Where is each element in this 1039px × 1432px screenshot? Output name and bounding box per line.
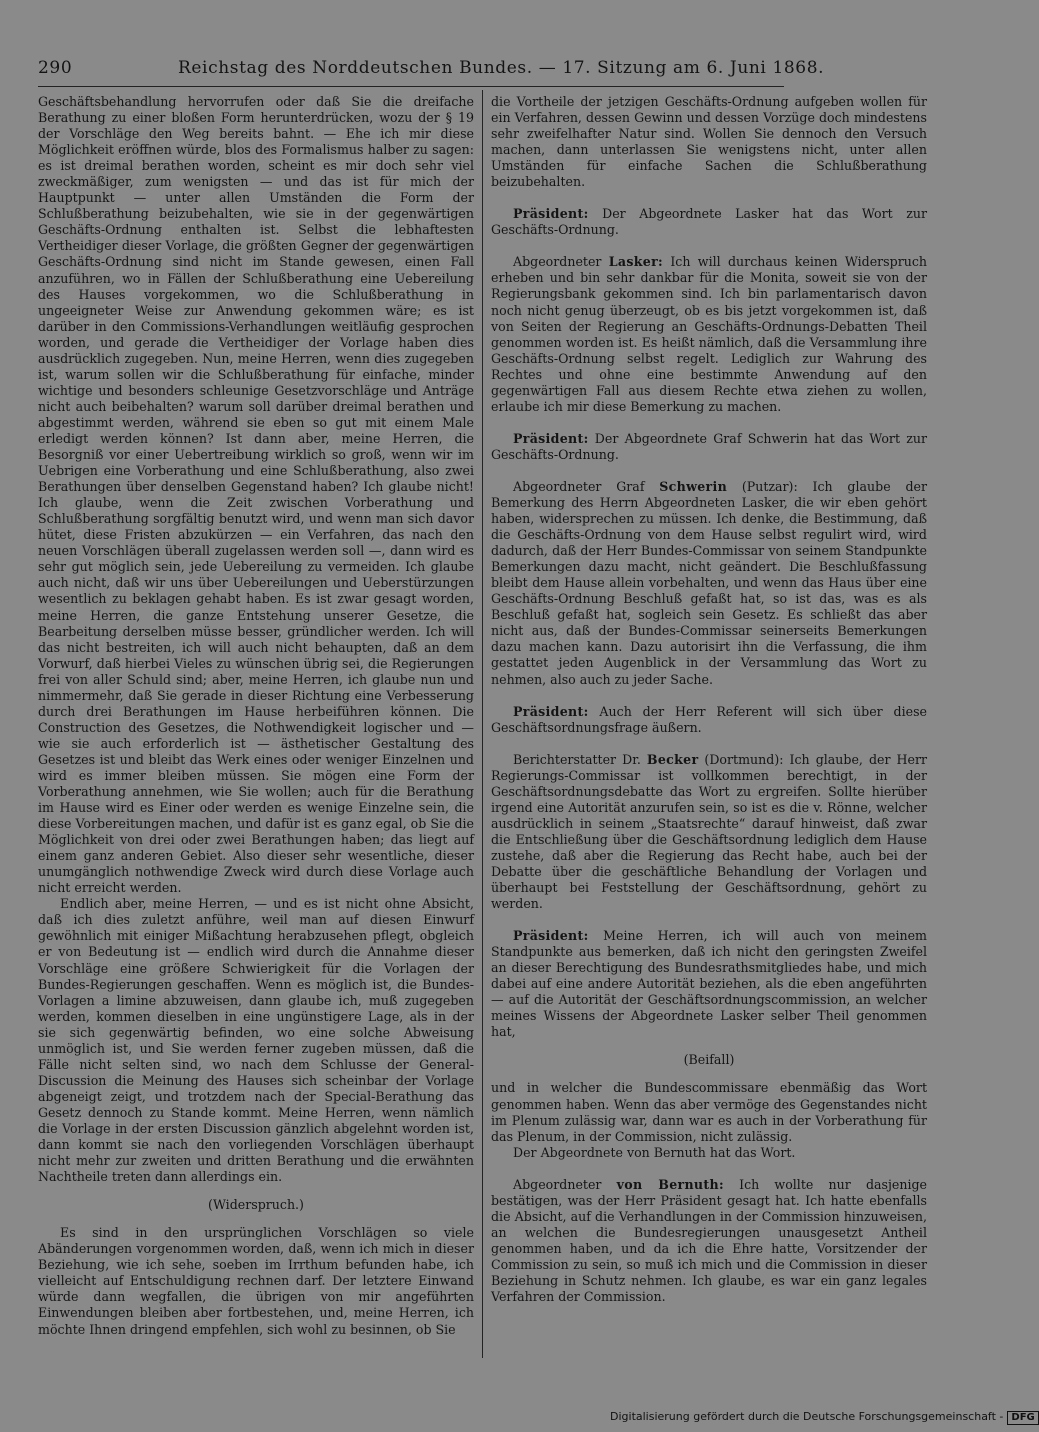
paragraph: Geschäftsbehandlung hervorrufen oder daß Sie die dreifache Berathung zu einer bloßen Form herunterdrücken, wozu der § 19 der Vorschläge den Weg bereits bahnt. — Ehe ich mir diese Möglichkeit eröffnen würde, blos des Formalismus halber zu sagen: es ist dreimal berathen worden, scheint es mir doch sehr viel zweckmäßiger, zum wenigsten — und das ist für mich der Hauptpunkt — unter allen Umständen die Form der Schlußberathung beizubehalten, wie sie in der gegenwärtigen Geschäfts-Ordnung enthalten ist. Selbst die lebhaftesten Vertheidiger dieser Vorlage, die größten Gegner der gegenwärtigen Geschäfts-Ordnung sind nicht im Stande gewesen, einen Fall anzuführen, wo in Fällen der Schlußberathung eine Uebereilung des Hauses vorgekommen, wo die Schlußberathung in ungeeigneter Weise zur Anwendung gekommen wäre; es ist darüber in den Commissions-Verhandlungen weitläufig gesprochen worden, und gerade die Vertheidiger der Vorlage haben dies ausdrücklich zugegeben. Nun, meine Herren, wenn dies zugegeben ist, warum sollen wir die Schlußberathung für einfache, minder wichtige und besonders schleunige Gesetzvorschläge und Anträge nicht auch beibehalten? warum soll darüber dreimal berathen und abgestimmt werden, während sie eben so gut mit einem Male erledigt werden können? Ist dann aber, meine Herren, die Besorgniß vor einer Uebertreibung wirklich so groß, wenn wir im Uebrigen eine Vorberathung und eine Schlußberathung, also zwei Berathungen über denselben Gegenstand haben? Ich glaube nicht! Ich glaube, wenn die Zeit zwischen Vorberathung und Schlußberathung sorgfältig benutzt wird, und wenn man sich davor hütet, diese Fristen abzukürzen — ein Verfahren, das nach den neuen Vorschlägen überall zugelassen werden soll —, dann wird es sehr gut möglich sein, jede Uebereilung zu vermeiden. Ich glaube auch nicht, daß wir uns über Uebereilungen und Ueberstürzungen wesentlich zu beklagen gehabt haben. Es ist zwar gesagt worden, meine Herren, die ganze Entstehung unserer Gesetze, die Bearbeitung derselben müsse besser, gründlicher werden. Ich will das nicht bestreiten, ich will auch nicht behaupten, daß an dem Vorwurf, daß hierbei Vieles zu wünschen übrig sei, die Regierungen frei von aller Schuld sind; aber, meine Herren, ich glaube nun und nimmermehr, daß Sie gerade in dieser Richtung eine Verbesserung durch drei Berathungen im Hause herbeiführen können. Die Construction des Gesetzes, die Nothwendigkeit logischer und — wie sie auch erforderlich ist — ästhetischer Gestaltung des Gesetzes ist und bleibt das Werk eines oder weniger Einzelnen und wird es immer bleiben müssen. Sie mögen eine Form der Vorberathung annehmen, wie Sie wollen; auch für die Berathung im Hause wird es Einer oder werden es wenige Einzelne sein, die diese Vorbereitungen machen, und dafür ist es ganz egal, ob Sie die Möglichkeit von drei oder zwei Berathungen haben; das liegt auf einem ganz anderen Gebiet. Also dieser sehr wesentliche, dieser unumgänglich nothwendige Zweck wird durch diese Vorlage auch nicht erreicht werden. [38, 94, 474, 896]
speech [491, 1177, 927, 1305]
speaker-title: Abgeordneter Graf [513, 478, 660, 494]
column-divider [482, 90, 483, 1358]
speaker-name: Becker [646, 751, 699, 767]
digitization-credit [610, 1410, 1039, 1425]
speech [491, 206, 927, 238]
paragraph: Endlich aber, meine Herren, — und es ist nicht ohne Absicht, daß ich dies zuletzt anführe, weil man auf diesen Einwurf gewöhnlich mit einiger Mißachtung herabzusehen pflegt, obgleich er von Bedeutung ist — endlich wird durch die Annahme dieser Vorschläge eine größere Schwierigkeit für die Vorlagen der Bundes-Regierungen geschaffen. Wenn es möglich ist, die Bundes-Vorlagen a limine abzuweisen, dann glaube ich, muß zugegeben werden, kommen dieselben in eine ungünstigere Lage, als in der sie sich gegenwärtig befinden, wo eine solche Abweisung unmöglich ist, und Sie werden ferner zugeben müssen, daß die Fälle nicht selten sind, wo nach dem Schlusse der General-Discussion die Meinung des Hauses sich scheinbar der Vorlage abgeneigt zeigt, und trotzdem nach der Special-Berathung das Gesetz dennoch zu Stande kommt. Meine Herren, wenn nämlich die Vorlage in der ersten Discussion gänzlich abgelehnt worden ist, dann kommt sie nach den vorliegenden Vorschlägen überhaupt nicht mehr zur zweiten und dritten Berathung und die erwähnten Nachtheile treten dann allerdings ein. [38, 896, 474, 1185]
speech [491, 431, 927, 463]
right-column [491, 94, 927, 1305]
speaker-title: Abgeordneter [513, 254, 609, 270]
credit-text: Digitalisierung gefördert durch die Deutsche Forschungsgemeinschaft - [610, 1410, 1004, 1423]
paragraph: und in welcher die Bundescommissare ebenmäßig das Wort genommen haben. Wenn das aber vermöge des Gegenstandes nicht im Plenum zulässig war, dann war es auch in der Vorberathung für das Plenum, in der Commission, nicht zulässig. [491, 1080, 927, 1144]
interjection: (Beifall) [683, 1052, 735, 1068]
speaker-name: Präsident: [513, 703, 589, 719]
speech [491, 928, 927, 1040]
speaker-name: von Bernuth: [616, 1176, 724, 1192]
speech [491, 752, 927, 912]
running-title: Reichstag des Norddeutschen Bundes. — 17. Sitzung am 6. Juni 1868. [178, 58, 825, 78]
page-header [38, 58, 825, 82]
interjection: (Widerspruch.) [208, 1197, 304, 1213]
speaker-title: Berichterstatter Dr. [513, 751, 647, 767]
speech-text: Der Abgeordnete Lasker hat das Wort zur Geschäfts-Ordnung. [491, 206, 927, 238]
speech-text: Ich wollte nur dasjenige bestätigen, was der Herr Präsident gesagt hat. Ich hatte ebenfalls die Absicht, auf die Verhandlungen in der Commission hinzuweisen, an welchen die Bundesregierungen unausgesetzt Antheil genommen haben, und da ich die Ehre hatte, Vorsitzender der Commission zu sein, so muß ich mich und die Commission in dieser Beziehung in Schutz nehmen. Ich glaube, es war ein ganz legales Verfahren der Commission. [491, 1176, 928, 1305]
speaker-name: Lasker: [608, 254, 663, 270]
speech-text: Ich will durchaus keinen Widerspruch erheben und bin sehr dankbar für die Monita, soweit sie von der Regierungsbank gekommen sind. Ich bin parlamentarisch davon noch nicht genug überzeugt, ob es bis jetzt vorgekommen ist, daß von Seiten der Regierung an Geschäfts-Ordnungs-Debatten Theil genommen worden ist. Es heißt nämlich, daß die Versammlung ihre Geschäfts-Ordnung selbst regelt. Lediglich zur Wahrung des Rechtes und ohne eine bestimmte Anwendung auf den gegenwärtigen Fall aus diesem Rechte etwa ziehen zu wollen, erlaube ich mir diese Bemerkung zu machen. [491, 254, 927, 414]
speech-text: Meine Herren, ich will auch von meinem Standpunkte aus bemerken, daß ich nicht den geringsten Zweifel an dieser Berechtigung des Bundesrathsmitgliedes habe, und mich dabei auf eine andere Autorität beziehen, als die eben angeführten — auf die Autorität der Geschäftsordnungscommission, an welcher meines Wissens der Abgeordnete Lasker selber Theil genommen hat, [491, 928, 927, 1040]
speaker-name: Präsident: [513, 206, 589, 222]
speaker-name: Präsident: [513, 928, 589, 944]
speech-text: (Putzar): Ich glaube der Bemerkung des Herrn Abgeordneten Lasker, die wir eben gehört haben, widersprechen zu müssen. Ich denke, die Bestimmung, daß die Geschäfts-Ordnung von dem Hause selbst regulirt wird, wird dadurch, daß der Herr Bundes-Commissar von seinem Standpunkte Bemerkungen dazu macht, nicht geändert. Die Beschlußfassung bleibt dem Hause allein vorbehalten, und wenn das Haus über eine Geschäfts-Ordnung Beschluß gefaßt hat, so ist das, was es als Beschluß gefaßt hat, sogleich sein Gesetz. Es schließt das aber nicht aus, daß der Bundes-Commissar seinerseits Bemerkungen dazu machen kann. Dazu autorisirt ihn die Verfassung, die ihm gestattet jeden Augenblick in der Versammlung das Wort zu nehmen, also auch zu jeder Sache. [491, 478, 927, 687]
paragraph: Es sind in den ursprünglichen Vorschlägen so viele Abänderungen vorgenommen worden, daß, wenn ich mich in dieser Beziehung, wie ich sehe, soeben im Irrthum befunden habe, ich vielleicht auf Entschuldigung rechnen darf. Der letztere Einwand würde dann wegfallen, die übrigen von mir angeführten Einwendungen bleiben aber fortbestehen, und, meine Herren, ich möchte Ihnen dringend empfehlen, sich wohl zu besinnen, ob Sie [38, 1225, 474, 1337]
speaker-name: Schwerin [659, 478, 728, 494]
speech-text: (Dortmund): Ich glaube, der Herr Regierungs-Commissar ist vollkommen berechtigt, in der Geschäftsordnungsdebatte das Wort zu ergreifen. Sollte hierüber irgend eine Autorität anzurufen sein, so ist es die v. Rönne, welcher ausdrücklich in seinem „Staatsrechte“ darauf hinweist, daß zwar die Entschließung über die Geschäftsordnung lediglich dem Hause zustehe, daß aber die Regierung das Recht habe, auch bei der Debatte über die geschäftliche Behandlung der Vorlagen und überhaupt bei Feststellung der Geschäftsordnung, gehört zu werden. [491, 751, 927, 912]
speaker-title: Abgeordneter [513, 1176, 617, 1192]
paragraph: die Vortheile der jetzigen Geschäfts-Ordnung aufgeben wollen für ein Verfahren, dessen Gewinn und dessen Vorzüge doch mindestens sehr zweifelhafter Natur sind. Wollen Sie dennoch den Versuch machen, dann unterlassen Sie wenigstens nicht, unter allen Umständen für einfache Sachen die Schlußberathung beizubehalten. [491, 94, 927, 190]
speech [491, 254, 927, 414]
speech-text: Der Abgeordnete Graf Schwerin hat das Wort zur Geschäfts-Ordnung. [491, 430, 927, 462]
left-column [38, 94, 474, 1338]
dfg-logo: DFG [1007, 1411, 1038, 1425]
paragraph: Der Abgeordnete von Bernuth hat das Wort. [513, 1144, 796, 1160]
speech [491, 704, 927, 736]
speaker-name: Präsident: [513, 430, 589, 446]
speech [491, 479, 927, 688]
speech-text: Auch der Herr Referent will sich über diese Geschäftsordnungsfrage äußern. [491, 703, 927, 735]
page-number: 290 [38, 58, 73, 78]
header-rule [38, 86, 784, 87]
